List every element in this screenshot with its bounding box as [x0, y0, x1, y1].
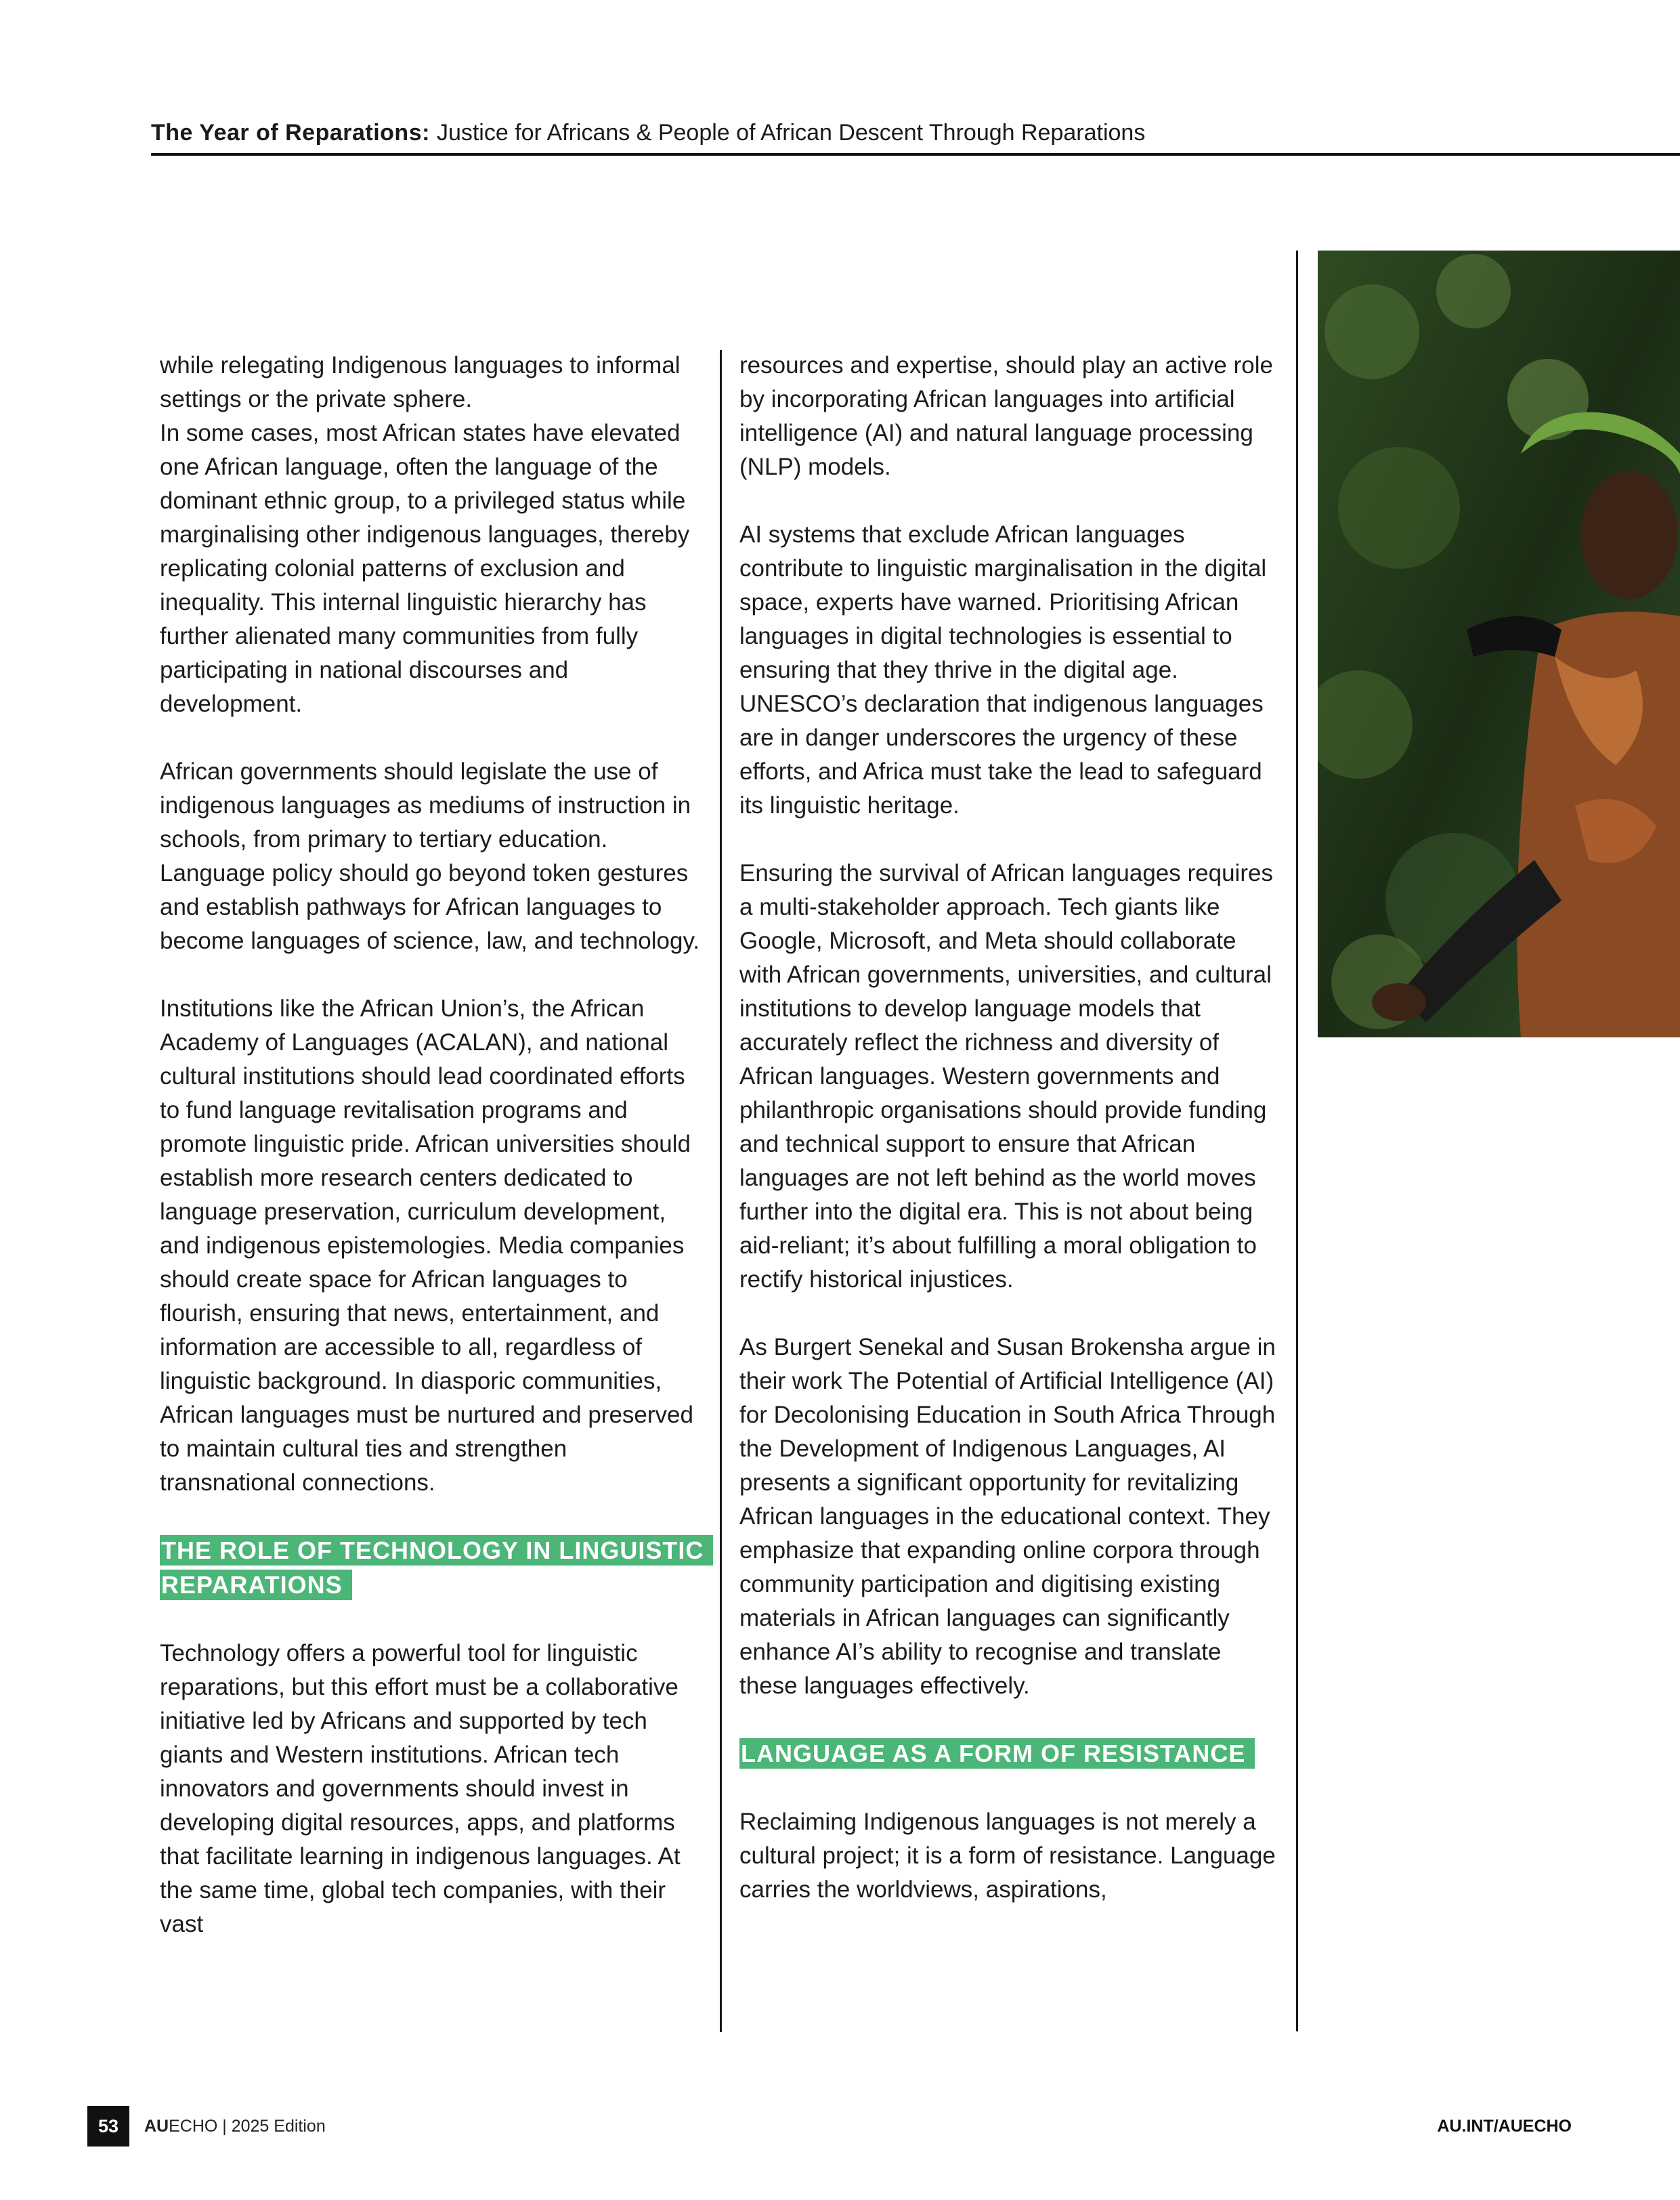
left-paragraph-4: Institutions like the African Union’s, the African Academy of Languages (ACALAN), and national cultural institutions should lead coordinated efforts to fund language revitalisation programs and promote linguistic pride. African universities should establish more research centers dedicated to language preservation, curriculum development, and indigenous epistemologies. Media companies should create space for African languages to flourish, ensuring that news, entertainment, and information are accessible to all, regardless of linguistic background. In diasporic communities, African languages must be nurtured and preserved to maintain cultural ties and strengthen transnational connections.: [160, 995, 693, 1496]
middle-column: [739, 349, 1281, 1941]
left-paragraph-2: In some cases, most African states have elevated one African language, often the language of the dominant ethnic group, to a privileged status while marginalising other indigenous languages, thereby replicating colonial patterns of exclusion and inequality. This internal linguistic hierarchy has further alienated many communities from fully participating in national discourses and development.: [160, 420, 690, 717]
middle-paragraph-1: resources and expertise, should play an active role by incorporating African languages into artificial intelligence (AI) and natural language processing (NLP) models.: [739, 352, 1273, 480]
header-title-rest: Justice for Africans & People of African Descent Through Reparations: [436, 120, 1146, 146]
left-column: [160, 349, 708, 1975]
column-divider-right: [1296, 251, 1298, 2031]
header-title-bold: The Year of Reparations:: [151, 120, 430, 146]
section-heading-resistance-text: LANGUAGE AS A FORM OF RESISTANCE: [739, 1738, 1255, 1769]
middle-paragraph-4: As Burgert Senekal and Susan Brokensha argue in their work The Potential of Artificial Intelligence (AI) for Decolonising Education in South Africa Through the Development of Indigenous Languages, AI presents a significant opportunity for revitalizing African languages in the educational context. They emphasize that expanding online corpora through community participation and digitising existing materials in African languages can significantly enhance AI’s ability to recognise and translate these languages effectively.: [739, 1334, 1276, 1699]
running-header: [151, 119, 1680, 156]
website-link[interactable]: AU.INT/AUECHO: [1437, 2117, 1572, 2136]
section-heading-technology-text: THE ROLE OF TECHNOLOGY IN LINGUISTIC REPARATIONS: [160, 1535, 713, 1600]
left-paragraph-3: African governments should legislate the use of indigenous languages as mediums of instruction in schools, from primary to tertiary education. Language policy should go beyond token gestures and establish pathways for African languages to become languages of science, law, and technology.: [160, 758, 700, 954]
middle-paragraph-5: Reclaiming Indigenous languages is not merely a cultural project; it is a form of resistance. Language carries the worldviews, aspirations,: [739, 1809, 1276, 1903]
left-paragraph-1: while relegating Indigenous languages to informal settings or the private sphere.: [160, 352, 681, 412]
middle-paragraph-3: Ensuring the survival of African languages requires a multi-stakeholder approach. Tech giants like Google, Microsoft, and Meta should collaborate with African governments, universities, and cultural institutions to develop language models that accurately reflect the richness and diversity of African languages. Western governments and philanthropic organisations should provide funding and technical support to ensure that African languages are not left behind as the world moves further into the digital era. This is not about being aid-reliant; it’s about fulfilling a moral obligation to rectify historical injustices.: [739, 860, 1273, 1293]
column-divider-left: [720, 350, 722, 2032]
section-heading-resistance: [739, 1737, 1281, 1771]
section-heading-technology: [160, 1534, 708, 1603]
photo-woman-forest: [1318, 251, 1680, 1037]
photo-illustration: [1318, 251, 1680, 1037]
middle-paragraph-2: AI systems that exclude African languages contribute to linguistic marginalisation in the digital space, experts have warned. Prioritising African languages in digital technologies is essential to ensuring that they thrive in the digital age. UNESCO’s declaration that indigenous languages are in danger underscores the urgency of these efforts, and Africa must take the lead to safeguard its linguistic heritage.: [739, 521, 1267, 819]
page-footer: [0, 2106, 1680, 2147]
publication-name: [144, 2106, 326, 2147]
publication-name-bold: AU: [144, 2117, 169, 2136]
page-number: 53: [87, 2106, 129, 2147]
publication-name-rest: ECHO | 2025 Edition: [169, 2117, 326, 2136]
left-paragraph-5: Technology offers a powerful tool for linguistic reparations, but this effort must be a collaborative initiative led by Africans and supported by tech giants and Western institutions. African tech innovators and governments should invest in developing digital resources, apps, and platforms that facilitate learning in indigenous languages. At the same time, global tech companies, with their vast: [160, 1640, 681, 1937]
